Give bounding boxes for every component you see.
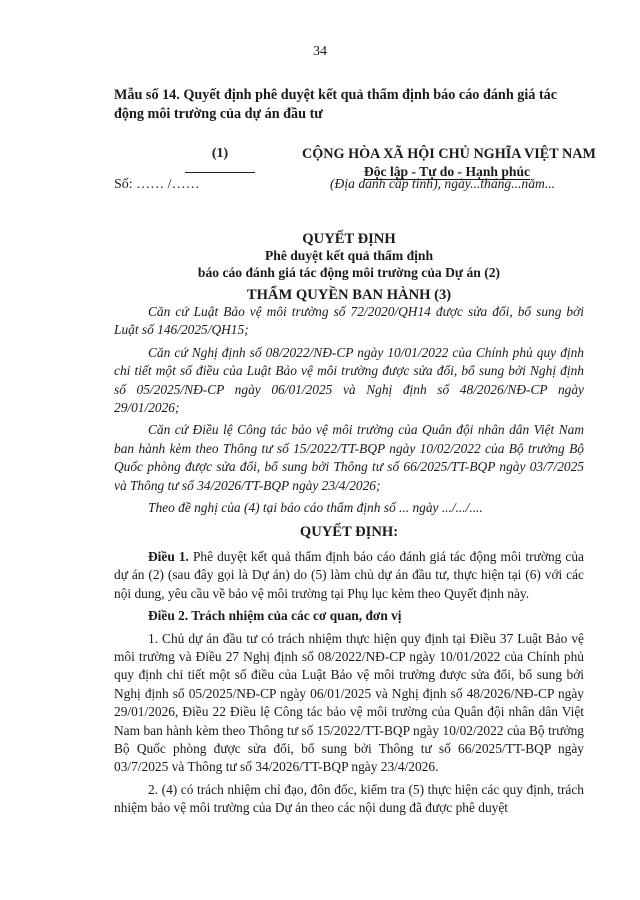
legal-basis-1: Căn cứ Luật Bảo vệ môi trường số 72/2020/QH14 được sửa đổi, bổ sung bởi Luật số 146/2025/QH15; [114,304,584,338]
article-1-text: Phê duyệt kết quả thẩm định báo cáo đánh giá tác động môi trường của dự án (2) (sau đây gọi là Dự án) do (5) làm chủ dự án đầu tư, thực hiện tại (6) với các nội dung, yêu cầu về bảo vệ môi trường tại Phụ lục kèm theo Quyết định này. [114,548,584,601]
article-2-item-1: 1. Chủ dự án đầu tư có trách nhiệm thực hiện quy định tại Điều 37 Luật Bảo vệ môi trường và Điều 27 Nghị định số 08/2022/NĐ-CP ngày 10/01/2022 của Chính phủ quy định chi tiết một số điều của Luật Bảo vệ môi trường được sửa đổi, bổ sung bởi Nghị định số 05/2025/NĐ-CP ngày 06/01/2025 và Nghị định số 48/2026/NĐ-CP ngày 29/01/2026, Điều 22 Điều lệ Công tác bảo vệ môi trường của Quân đội nhân dân Việt Nam ban hành kèm theo Thông tư số 15/2022/TT-BQP ngày 10/02/2022 của Bộ trưởng Bộ Quốc phòng được sửa đổi, bổ sung bởi Thông tư số 66/2025/TT-BQP ngày 03/7/2025 và Thông tư số 34/2026/TT-BQP ngày 23/4/2026. [114,630,584,775]
article-2-title: Điều 2. Trách nhiệm của các cơ quan, đơn vị [148,608,402,624]
agency-code: (1) [211,146,229,161]
place-date: (Địa danh cấp tỉnh), ngày...tháng...năm... [330,176,556,191]
page-number: 34 [313,44,327,59]
issuing-agency-block [114,145,270,192]
decision-subtitle-2: báo cáo đánh giá tác động môi trường của Dự án (2) [197,265,501,280]
issuing-authority: THẨM QUYỀN BAN HÀNH (3) [246,287,452,303]
legal-basis-2: Căn cứ Nghị định số 08/2022/NĐ-CP ngày 10/01/2022 của Chính phủ quy định chi tiết một số điều của Luật Bảo vệ môi trường được sửa đổi, bổ sung bởi Nghị định số 05/2025/NĐ-CP ngày 06/01/2025 và Nghị định số 48/2026/NĐ-CP ngày 29/01/2026; [114,344,584,416]
legal-basis-3: Căn cứ Điều lệ Công tác bảo vệ môi trường của Quân đội nhân dân Việt Nam ban hành kèm theo Thông tư số 15/2022/TT-BQP ngày 10/02/2022 của Bộ trưởng Bộ Quốc phòng được sửa đổi, bổ sung bởi Thông tư số 66/2025/TT-BQP ngày 03/7/2025 và Thông tư số 34/2026/TT-BQP ngày 23/4/2026; [114,422,584,493]
document-number: Số: …… /…… [114,177,200,192]
document-body [114,303,584,822]
decide-heading: QUYẾT ĐỊNH: [299,524,399,541]
article-2-item-2: 2. (4) có trách nhiệm chỉ đạo, đôn đốc, kiểm tra (5) thực hiện các quy định, trách nhiệm bảo vệ môi trường của Dự án theo các nội dung đã được phê duyệt [114,781,584,816]
article-1-label: Điều 1. [148,548,189,564]
agency-underline [185,172,255,173]
legal-basis-4: Theo đề nghị của (4) tại báo cáo thẩm định số ... ngày .../.../.... [148,500,483,516]
decision-subtitle-1: Phê duyệt kết quả thẩm định [264,248,434,263]
national-motto: Độc lập - Tự do - Hạnh phúc [363,164,531,179]
form-title: Mẫu số 14. Quyết định phê duyệt kết quả thẩm định báo cáo đánh giá tác động môi trường của dự án đầu tư [114,87,558,122]
national-title-block [302,145,596,180]
decision-title: QUYẾT ĐỊNH [302,231,396,247]
article-1 [114,548,584,603]
nation-name: CỘNG HÒA XÃ HỘI CHỦ NGHĨA VIỆT NAM [302,146,596,162]
